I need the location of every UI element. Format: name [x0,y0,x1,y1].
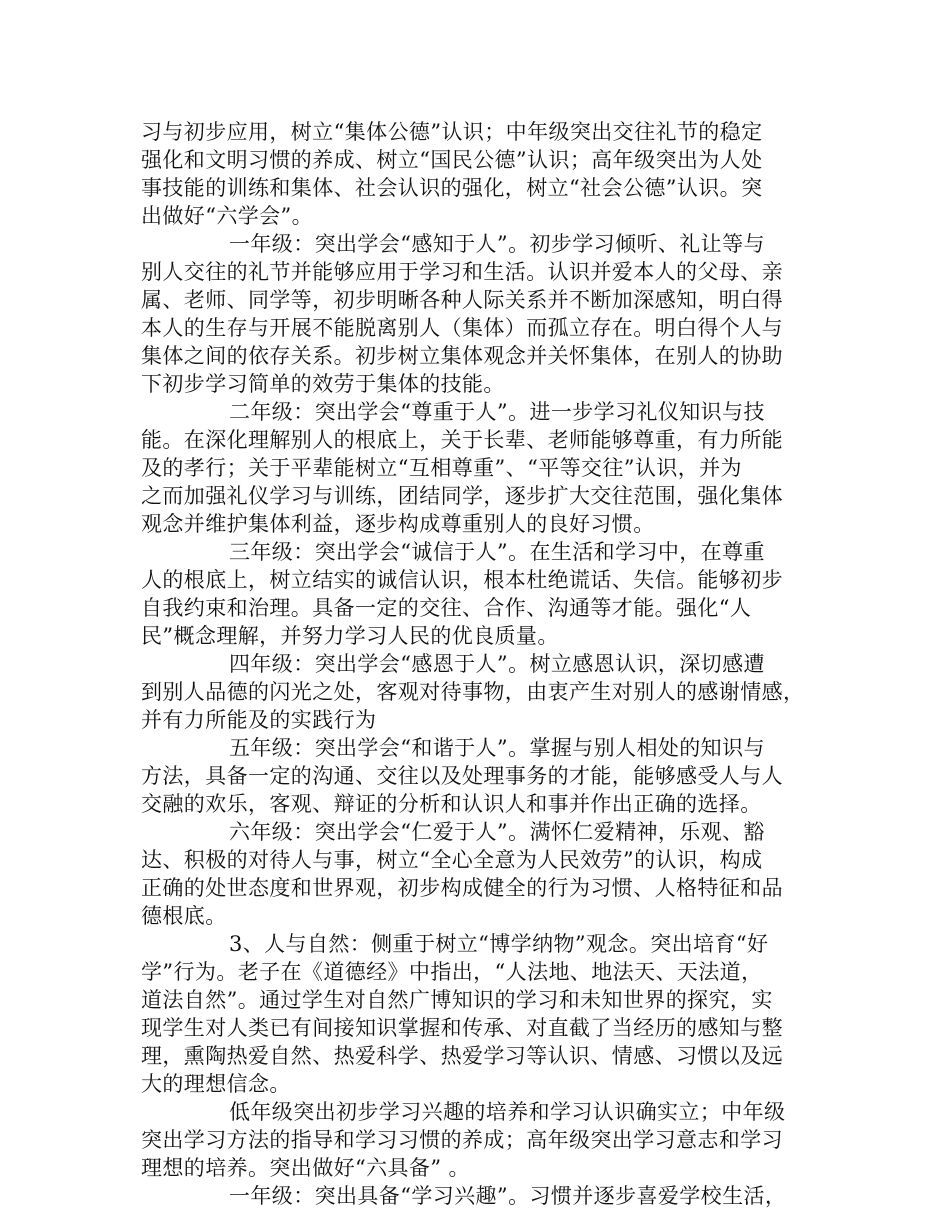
text-line: 能。在深化理解别人的根底上，关于长辈、老师能够尊重，有力所能 [141,428,783,452]
paragraph-first-line: 五年级：突出学会“和谐于人”。掌握与别人相处的知识与 [229,736,765,760]
text-line: 习与初步应用，树立“集体公德”认识；中年级突出交往礼节的稳定 [141,120,763,144]
text-line: 集体之间的依存关系。初步树立集体观念并关怀集体，在别人的协助 [141,344,783,368]
text-line: 学”行为。老子在《道德经》中指出，“人法地、地法天、天法道， [141,960,763,984]
document-body [141,118,821,1210]
text-line: 事技能的训练和集体、社会认识的强化，树立“社会公德”认识。突 [141,176,763,200]
text-line: 达、积极的对待人与事，树立“全心全意为人民效劳”的认识，构成 [141,848,763,872]
paragraph-first-line: 一年级：突出具备“学习兴趣”。习惯并逐步喜爱学校生活， [229,1184,787,1208]
text-line: 自我约束和治理。具备一定的交往、合作、沟通等才能。强化“人 [141,596,752,620]
text-line: 及的孝行；关于平辈能树立“互相尊重”、“平等交往”认识，并为 [141,456,742,480]
text-line: 强化和文明习惯的养成、树立“国民公德”认识；高年级突出为人处 [141,148,763,172]
text-line: 之而加强礼仪学习与训练，团结同学，逐步扩大交往范围，强化集体 [141,484,783,508]
text-line: 下初步学习简单的效劳于集体的技能。 [141,372,505,396]
text-line: 到别人品德的闪光之处，客观对待事物，由衷产生对别人的感谢情感， [141,680,805,704]
text-line: 道法自然”。通过学生对自然广博知识的学习和未知世界的探究，实 [141,988,773,1012]
text-line: 突出学习方法的指导和学习习惯的养成；高年级突出学习意志和学习 [141,1128,783,1152]
text-line: 正确的处世态度和世界观，初步构成健全的行为习惯、人格特征和品 [141,876,783,900]
text-line: 德根底。 [141,904,227,928]
paragraph-first-line: 一年级：突出学会“感知于人”。初步学习倾听、礼让等与 [229,232,765,256]
text-line: 现学生对人类已有间接知识掌握和传承、对直截了当经历的感知与整 [141,1016,783,1040]
text-line: 理，熏陶热爱自然、热爱科学、热爱学习等认识、情感、习惯以及远 [141,1044,783,1068]
paragraph-first-line: 三年级：突出学会“诚信于人”。在生活和学习中，在尊重 [229,540,765,564]
text-line: 属、老师、同学等，初步明晰各种人际关系并不断加深感知，明白得 [141,288,783,312]
text-line: 人的根底上，树立结实的诚信认识，根本杜绝谎话、失信。能够初步 [141,568,783,592]
text-line: 方法，具备一定的沟通、交往以及处理事务的才能，能够感受人与人 [141,764,783,788]
paragraph-first-line: 二年级：突出学会“尊重于人”。进一步学习礼仪知识与技 [229,400,765,424]
text-line: 并有力所能及的实践行为 [141,708,377,732]
text-line: 民”概念理解，并努力学习人民的优良质量。 [141,624,559,648]
text-line: 交融的欢乐，客观、辩证的分析和认识人和事并作出正确的选择。 [141,792,762,816]
paragraph-first-line: 六年级：突出学会“仁爱于人”。满怀仁爱精神，乐观、豁 [229,820,765,844]
paragraph-first-line: 低年级突出初步学习兴趣的培养和学习认识确实立；中年级 [229,1100,786,1124]
text-line: 出做好“六学会”。 [141,204,314,228]
text-line: 别人交往的礼节并能够应用于学习和生活。认识并爱本人的父母、亲 [141,260,783,284]
text-line: 本人的生存与开展不能脱离别人（集体）而孤立存在。明白得个人与 [141,316,783,340]
paragraph-first-line: 3、人与自然：侧重于树立“博学纳物”观念。突出培育“好 [229,932,769,956]
paragraph-first-line: 四年级：突出学会“感恩于人”。树立感恩认识，深切感遭 [229,652,765,676]
text-line: 大的理想信念。 [141,1072,291,1096]
text-line: 理想的培养。突出做好“六具备” 。 [141,1156,470,1180]
text-line: 观念并维护集体利益，逐步构成尊重别人的良好习惯。 [141,512,655,536]
